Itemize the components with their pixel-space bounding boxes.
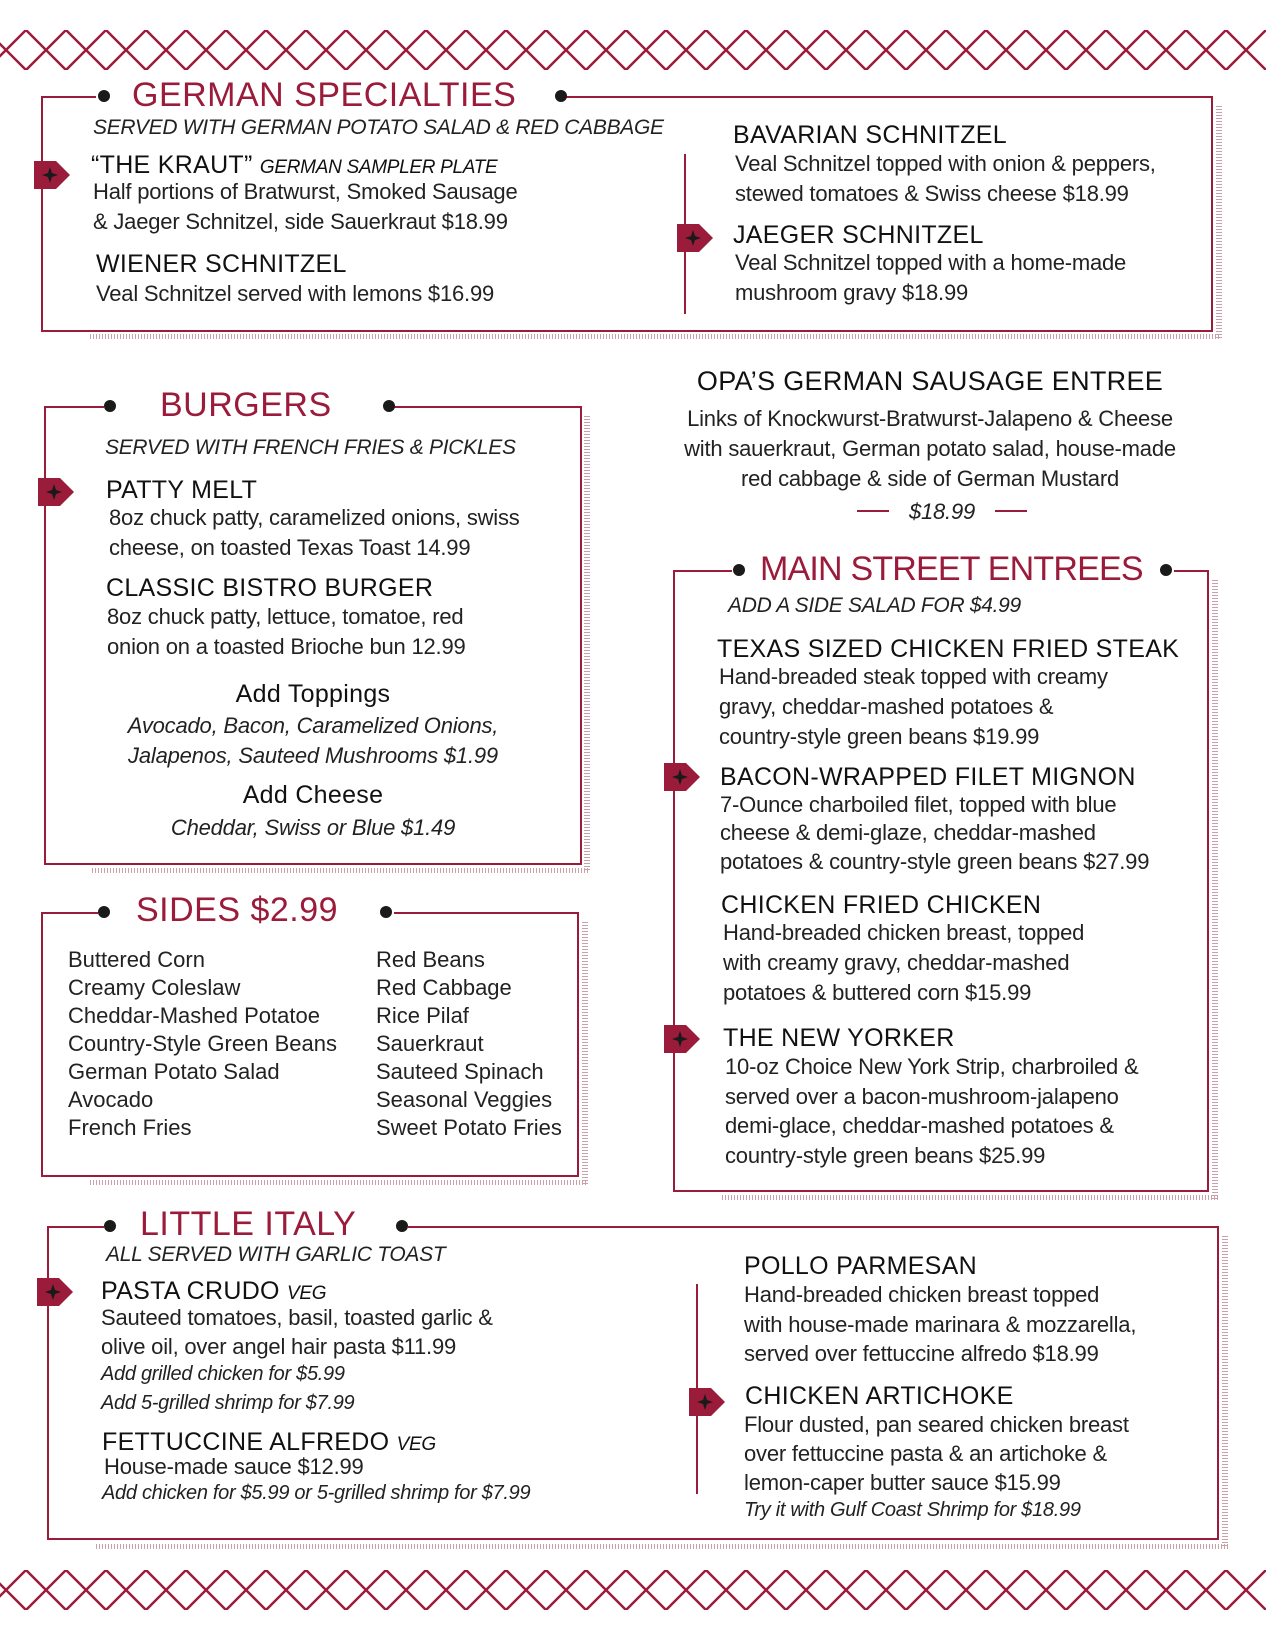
pasta-crudo-name: PASTA CRUDO: [101, 1277, 280, 1305]
diamond-star-marker: [37, 1278, 73, 1306]
pollo-parmesan-desc-3: served over fettuccine alfredo $18.99: [744, 1341, 1099, 1366]
title-dot-left: [733, 564, 745, 576]
patty-melt-desc-2: cheese, on toasted Texas Toast 14.99: [109, 535, 471, 560]
opas-sausage-price: $18.99: [908, 499, 976, 524]
jaeger-schnitzel-desc-1: Veal Schnitzel topped with a home-made: [735, 250, 1127, 275]
ny-desc-3: demi-glace, cheddar-mashed potatoes &: [725, 1113, 1114, 1138]
main-street-title: MAIN STREET ENTREES: [760, 550, 1143, 588]
top-diamond-border: [0, 25, 1266, 75]
wiener-schnitzel-name: WIENER SCHNITZEL: [96, 250, 347, 278]
chicken-artichoke-desc-3: lemon-caper butter sauce $15.99: [744, 1470, 1061, 1495]
german-box-shadow-bottom: [90, 334, 1220, 339]
fettuccine-alfredo-name: FETTUCCINE ALFREDO: [102, 1428, 390, 1456]
diamond-star-marker: [664, 763, 700, 791]
chicken-fried-chicken-name: CHICKEN FRIED CHICKEN: [721, 891, 1042, 919]
patty-melt-name: PATTY MELT: [106, 476, 258, 504]
opas-sausage-title: OPA’S GERMAN SAUSAGE ENTREE: [696, 366, 1164, 396]
side-item: Country-Style Green Beans: [68, 1031, 338, 1056]
add-toppings-title: Add Toppings: [235, 680, 391, 708]
main-street-box-shadow: [1212, 580, 1218, 1200]
veg-tag: VEG: [287, 1283, 327, 1304]
the-kraut-item: [91, 151, 497, 180]
burgers-box-shadow: [584, 416, 590, 872]
burgers-subtitle: SERVED WITH FRENCH FRIES & PICKLES: [105, 436, 516, 459]
side-item: Rice Pilaf: [376, 1003, 469, 1028]
opas-sausage-desc-2: with sauerkraut, German potato salad, house-made: [684, 436, 1176, 461]
cfc-desc-1: Hand-breaded chicken breast, topped: [723, 920, 1085, 945]
pasta-crudo-add-shrimp: Add 5-grilled shrimp for $7.99: [101, 1392, 355, 1414]
pasta-crudo-desc-2: olive oil, over angel hair pasta $11.99: [101, 1334, 457, 1359]
side-item: Buttered Corn: [68, 947, 205, 972]
side-item: Seasonal Veggies: [376, 1087, 553, 1112]
side-item: Red Cabbage: [376, 975, 512, 1000]
the-kraut-desc-2: & Jaeger Schnitzel, side Sauerkraut $18.99: [93, 209, 508, 234]
burgers-title: BURGERS: [160, 386, 332, 424]
title-dot-left: [98, 90, 110, 102]
jaeger-schnitzel-name: JAEGER SCHNITZEL: [733, 221, 984, 249]
title-dot-left: [98, 906, 110, 918]
patty-melt-desc-1: 8oz chuck patty, caramelized onions, swiss: [109, 505, 520, 530]
wiener-schnitzel-desc: Veal Schnitzel served with lemons $16.99: [96, 281, 495, 306]
main-street-subtitle: ADD A SIDE SALAD FOR $4.99: [728, 594, 1021, 617]
side-item: French Fries: [68, 1115, 192, 1140]
the-kraut-tag: GERMAN SAMPLER PLATE: [259, 157, 498, 178]
pollo-parmesan-name: POLLO PARMESAN: [744, 1252, 977, 1280]
bottom-diamond-border: [0, 1565, 1266, 1615]
diamond-star-marker: [34, 161, 70, 189]
classic-bistro-burger-name: CLASSIC BISTRO BURGER: [106, 574, 434, 602]
filet-desc-3: potatoes & country-style green beans $27.99: [720, 849, 1150, 874]
pollo-parmesan-desc-1: Hand-breaded chicken breast topped: [744, 1282, 1100, 1307]
burgers-box-shadow-bottom: [92, 868, 590, 873]
sides-list-left: [68, 946, 337, 1142]
german-subtitle: SERVED WITH GERMAN POTATO SALAD & RED CABBAGE: [93, 116, 664, 139]
chicken-artichoke-name: CHICKEN ARTICHOKE: [745, 1382, 1014, 1410]
filet-desc-2: cheese & demi-glaze, cheddar-mashed: [720, 820, 1096, 845]
veg-tag: VEG: [396, 1434, 436, 1455]
ny-desc-2: served over a bacon-mushroom-jalapeno: [725, 1084, 1119, 1109]
fettuccine-alfredo-add: Add chicken for $5.99 or 5-grilled shrimp for $7.99: [102, 1482, 531, 1504]
jaeger-schnitzel-desc-2: mushroom gravy $18.99: [735, 280, 969, 305]
add-toppings-desc-2: Jalapenos, Sauteed Mushrooms $1.99: [128, 743, 498, 768]
little-italy-title: LITTLE ITALY: [140, 1205, 357, 1243]
classic-bistro-burger-desc-2: onion on a toasted Brioche bun 12.99: [107, 634, 466, 659]
fettuccine-alfredo-desc: House-made sauce $12.99: [104, 1454, 364, 1479]
pasta-crudo-add-chicken: Add grilled chicken for $5.99: [101, 1363, 345, 1385]
the-new-yorker-name: THE NEW YORKER: [723, 1024, 955, 1052]
diamond-star-marker: [664, 1025, 700, 1053]
side-item: Red Beans: [376, 947, 485, 972]
texas-chicken-fried-steak-name: TEXAS SIZED CHICKEN FRIED STEAK: [717, 635, 1180, 663]
side-item: Sauerkraut: [376, 1031, 484, 1056]
classic-bistro-burger-desc-1: 8oz chuck patty, lettuce, tomatoe, red: [107, 604, 464, 629]
title-dot-left: [104, 400, 116, 412]
bacon-wrapped-filet-name: BACON-WRAPPED FILET MIGNON: [720, 763, 1136, 791]
opas-sausage-desc-1: Links of Knockwurst-Bratwurst-Jalapeno & Cheese: [687, 406, 1173, 431]
main-street-box-shadow-bottom: [722, 1195, 1218, 1200]
cfc-desc-3: potatoes & buttered corn $15.99: [723, 980, 1032, 1005]
pasta-crudo-item: [101, 1277, 326, 1306]
add-toppings-desc-1: Avocado, Bacon, Caramelized Onions,: [127, 713, 499, 738]
sides-box-shadow: [582, 922, 588, 1184]
title-dot-right: [380, 906, 392, 918]
side-item: German Potato Salad: [68, 1059, 280, 1084]
title-dot-left: [104, 1220, 116, 1232]
title-dot-right: [555, 90, 567, 102]
ny-desc-1: 10-oz Choice New York Strip, charbroiled &: [725, 1054, 1139, 1079]
chicken-artichoke-desc-2: over fettuccine pasta & an artichoke &: [744, 1441, 1107, 1466]
side-item: Cheddar-Mashed Potatoe: [68, 1003, 320, 1028]
title-dot-right: [1160, 564, 1172, 576]
side-item: Avocado: [68, 1087, 154, 1112]
cfc-desc-2: with creamy gravy, cheddar-mashed: [723, 950, 1070, 975]
german-specialties-title: GERMAN SPECIALTIES: [132, 76, 517, 114]
diamond-star-marker: [38, 478, 74, 506]
little-italy-subtitle: ALL SERVED WITH GARLIC TOAST: [106, 1243, 446, 1266]
texas-steak-desc-2: gravy, cheddar-mashed potatoes &: [719, 694, 1054, 719]
bavarian-schnitzel-name: BAVARIAN SCHNITZEL: [733, 121, 1007, 149]
diamond-star-marker: [677, 224, 713, 252]
pasta-crudo-desc-1: Sauteed tomatoes, basil, toasted garlic &: [101, 1305, 493, 1330]
bavarian-schnitzel-desc-2: stewed tomatoes & Swiss cheese $18.99: [735, 181, 1129, 206]
texas-steak-desc-1: Hand-breaded steak topped with creamy: [719, 664, 1108, 689]
diamond-star-marker: [689, 1388, 725, 1416]
little-italy-box-shadow-bottom: [96, 1544, 1228, 1549]
add-cheese-title: Add Cheese: [242, 781, 384, 809]
ny-desc-4: country-style green beans $25.99: [725, 1143, 1046, 1168]
side-item: Sweet Potato Fries: [376, 1115, 562, 1140]
sides-list-right: [376, 946, 562, 1142]
bavarian-schnitzel-desc-1: Veal Schnitzel topped with onion & peppers,: [735, 151, 1156, 176]
german-box-shadow: [1216, 106, 1222, 338]
opas-sausage-desc-3: red cabbage & side of German Mustard: [740, 466, 1119, 491]
chicken-artichoke-add: Try it with Gulf Coast Shrimp for $18.99: [744, 1499, 1081, 1521]
texas-steak-desc-3: country-style green beans $19.99: [719, 724, 1040, 749]
title-dot-right: [396, 1220, 408, 1232]
sides-title: SIDES $2.99: [136, 891, 339, 929]
side-item: Creamy Coleslaw: [68, 975, 241, 1000]
filet-desc-1: 7-Ounce charboiled filet, topped with blue: [720, 792, 1117, 817]
side-item: Sauteed Spinach: [376, 1059, 544, 1084]
little-italy-box-shadow: [1222, 1236, 1228, 1546]
sides-box-shadow-bottom: [90, 1180, 588, 1185]
title-dot-right: [383, 400, 395, 412]
the-kraut-desc-1: Half portions of Bratwurst, Smoked Sausage: [93, 179, 518, 204]
the-kraut-name: “THE KRAUT”: [91, 151, 253, 179]
add-cheese-desc: Cheddar, Swiss or Blue $1.49: [170, 815, 456, 840]
chicken-artichoke-desc-1: Flour dusted, pan seared chicken breast: [744, 1412, 1129, 1437]
pollo-parmesan-desc-2: with house-made marinara & mozzarella,: [744, 1312, 1137, 1337]
